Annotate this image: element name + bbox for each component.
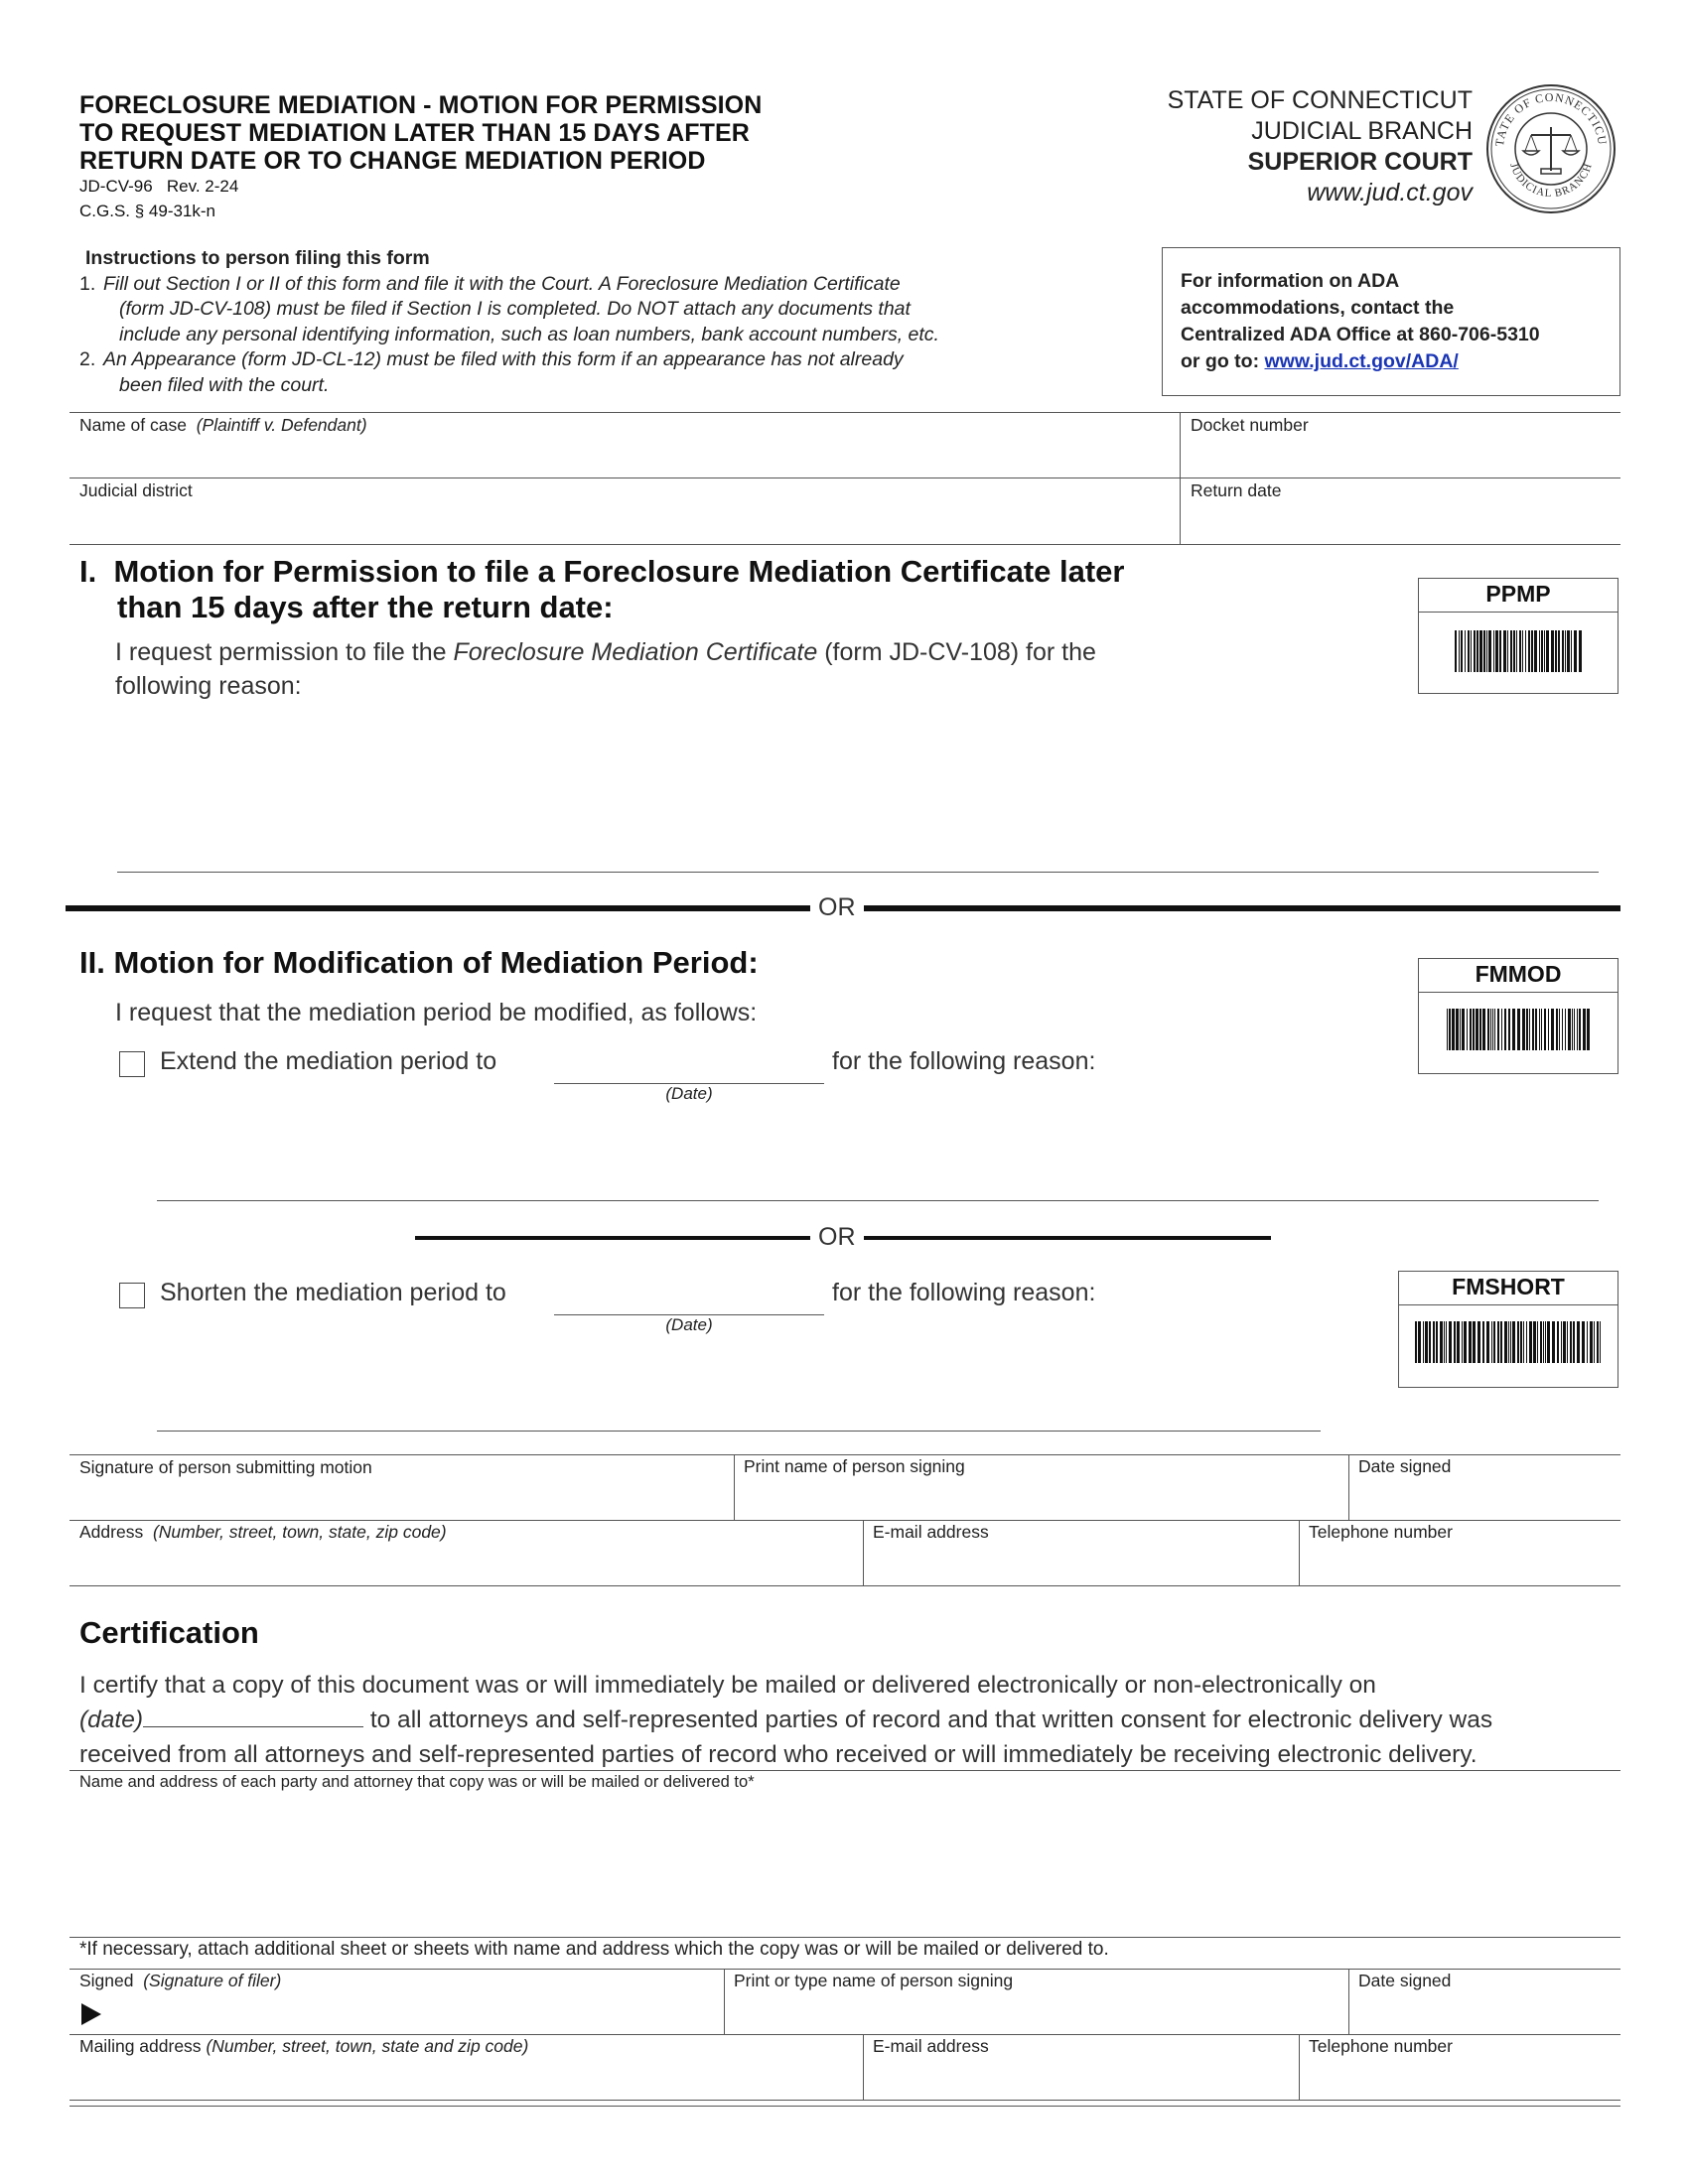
name-of-case-hint: (Plaintiff v. Defendant) (196, 415, 367, 435)
signature-label: Signature of person submitting motion (79, 1457, 372, 1477)
shorten-date-input[interactable] (554, 1274, 824, 1313)
cert-date-signed-label: Date signed (1358, 1971, 1452, 1990)
cert-telephone-field[interactable] (1309, 2036, 1617, 2096)
divider (1299, 1520, 1300, 1585)
form-number: JD-CV-96 Rev. 2-24 (79, 177, 239, 196)
mailing-address-label: Mailing address (79, 2036, 202, 2056)
section-1-title-line2: than 15 days after the return date: (117, 590, 614, 624)
print-type-name-field[interactable] (734, 1971, 1339, 2030)
ada-line1: For information on ADA (1181, 270, 1400, 292)
certification-title: Certification (79, 1615, 259, 1650)
divider (1180, 412, 1181, 544)
extend-reason-area[interactable] (157, 1102, 1599, 1200)
section-1-body-italic: Foreclosure Mediation Certificate (453, 638, 818, 666)
divider (70, 2106, 1620, 2107)
divider (734, 1454, 735, 1520)
divider (70, 1770, 1620, 1771)
shorten-date-hint: (Date) (665, 1315, 713, 1334)
email-field[interactable] (873, 1522, 1290, 1581)
cert-telephone-label: Telephone number (1309, 2036, 1453, 2056)
ada-link[interactable]: www.jud.ct.gov/ADA/ (1264, 350, 1459, 372)
instruction-2-line2: been filed with the court. (119, 373, 330, 396)
divider (1299, 2034, 1300, 2100)
filer-signature-field[interactable] (79, 1971, 715, 2030)
or-label: OR (810, 893, 864, 922)
instructions (79, 246, 939, 398)
ada-line3: Centralized ADA Office at 860-706-5310 (1181, 324, 1540, 345)
agency-block (1168, 85, 1473, 208)
extend-checkbox[interactable] (119, 1051, 145, 1077)
divider (1348, 1454, 1349, 1520)
judicial-district-label: Judicial district (79, 480, 193, 500)
section-2-intro: I request that the mediation period be modified, as follows: (115, 999, 758, 1026)
divider (70, 544, 1620, 545)
barcode-fmmod-bars (1447, 1009, 1592, 1050)
address-hint: (Number, street, town, state, zip code) (152, 1522, 447, 1542)
print-name-field[interactable] (744, 1456, 1339, 1516)
return-date-label: Return date (1191, 480, 1282, 500)
statute-reference: C.G.S. § 49-31k-n (79, 202, 216, 220)
name-of-case-label: Name of case (79, 415, 187, 435)
instruction-1-number: 1. (79, 272, 96, 295)
instruction-1-line2: (form JD-CV-108) must be filed if Section I is completed. Do NOT attach any documents that (119, 298, 911, 320)
section-1-body-post: (form JD-CV-108) for the (817, 638, 1096, 666)
or-label: OR (810, 1223, 864, 1252)
branch-name: JUDICIAL BRANCH (1251, 117, 1473, 145)
date-signed-label: Date signed (1358, 1456, 1452, 1476)
extend-reason-label: for the following reason: (832, 1047, 1096, 1075)
section-1-title (79, 554, 1124, 625)
signed-hint: (Signature of filer) (143, 1971, 282, 1990)
shorten-reason-label: for the following reason: (832, 1279, 1096, 1306)
ada-line2: accommodations, contact the (1181, 297, 1455, 319)
instruction-2-number: 2. (79, 348, 96, 370)
divider (70, 2100, 1620, 2101)
date-signed-field[interactable] (1358, 1456, 1617, 1516)
instruction-1-line3: include any personal identifying information, such as loan numbers, bank account numbers, etc. (119, 323, 939, 345)
barcode-fmmod (1418, 958, 1618, 1074)
section-1-body-line2: following reason: (115, 672, 302, 700)
section-1-title-line1: I. Motion for Permission to file a Foreclosure Mediation Certificate later (79, 554, 1125, 589)
name-of-case-field[interactable] (79, 415, 1172, 475)
barcode-ppmp-bars (1455, 630, 1584, 672)
telephone-field[interactable] (1309, 1522, 1617, 1581)
divider (863, 2034, 864, 2100)
section-1-body-pre: I request permission to file the (115, 638, 454, 666)
return-date-field[interactable] (1191, 480, 1608, 540)
print-name-label: Print name of person signing (744, 1456, 965, 1476)
divider (70, 1969, 1620, 1970)
section-1-reason-line (117, 872, 1599, 873)
divider (70, 1585, 1620, 1586)
divider (724, 1969, 725, 2034)
barcode-fmshort (1398, 1271, 1618, 1388)
divider (70, 1937, 1620, 1938)
instruction-2-line1: An Appearance (form JD-CL-12) must be filed with this form if an appearance has not already (103, 348, 904, 370)
section-2-title: II. Motion for Modification of Mediation Period: (79, 945, 759, 980)
divider (1348, 1969, 1349, 2034)
shorten-label: Shorten the mediation period to (160, 1279, 506, 1306)
form-title-line1: FORECLOSURE MEDIATION - MOTION FOR PERMISSION (79, 91, 763, 119)
instructions-heading: Instructions to person filing this form (85, 247, 430, 269)
certification-date-label: (date) (79, 1706, 144, 1733)
certification-line3: received from all attorneys and self-represented parties of record who received or will immediately be receiving electronic delivery. (79, 1741, 1477, 1768)
cert-email-label: E-mail address (873, 2036, 989, 2056)
website: www.jud.ct.gov (1307, 179, 1473, 206)
barcode-ppmp (1418, 578, 1618, 694)
shorten-checkbox[interactable] (119, 1283, 145, 1308)
barcode-fmshort-bars (1415, 1321, 1604, 1363)
court-name: SUPERIOR COURT (1247, 148, 1473, 176)
shorten-reason-area[interactable] (157, 1335, 1321, 1431)
ada-line4-prefix: or go to: (1181, 350, 1265, 372)
form-title-line2: TO REQUEST MEDIATION LATER THAN 15 DAYS AFTER (79, 119, 750, 147)
state-name: STATE OF CONNECTICUT (1167, 86, 1473, 114)
cert-date-signed-field[interactable] (1358, 1971, 1617, 2030)
arrow-right-icon (81, 2003, 101, 2025)
extend-date-input[interactable] (554, 1042, 824, 1082)
mailing-address-hint: (Number, street, town, state and zip code) (206, 2036, 529, 2056)
section-1-reason-area[interactable] (115, 705, 1599, 872)
instruction-1-line1: Fill out Section I or II of this form and file it with the Court. A Foreclosure Mediation Certificate (103, 272, 901, 295)
docket-number-label: Docket number (1191, 415, 1309, 435)
form-title-line3: RETURN DATE OR TO CHANGE MEDIATION PERIOD (79, 147, 706, 175)
parties-field[interactable] (79, 1773, 1618, 1932)
email-label: E-mail address (873, 1522, 989, 1542)
signature-field[interactable] (79, 1457, 725, 1517)
signed-label: Signed (79, 1971, 134, 1990)
barcode-fmshort-code: FMSHORT (1452, 1274, 1565, 1299)
certification-date-input[interactable] (143, 1703, 363, 1727)
seal-text-top: TATE OF CONNECTICU (1491, 89, 1611, 148)
certification-line1: I certify that a copy of this document was or will immediately be mailed or delivered electronically or non-electronically on (79, 1672, 1376, 1699)
extend-reason-line (157, 1200, 1599, 1201)
certification-line2: to all attorneys and self-represented parties of record and that written consent for electronic delivery was (363, 1706, 1493, 1733)
certification-text (79, 1668, 1628, 1772)
shorten-reason-line (157, 1431, 1321, 1432)
barcode-fmmod-code: FMMOD (1475, 961, 1562, 987)
section-1-body (115, 635, 1096, 703)
footnote: *If necessary, attach additional sheet or sheets with name and address which the copy was or will be mailed or delivered to. (79, 1939, 1109, 1960)
extend-date-hint: (Date) (665, 1084, 713, 1103)
form-title (79, 91, 762, 175)
print-type-name-label: Print or type name of person signing (734, 1971, 1014, 1990)
parties-label: Name and address of each party and attorney that copy was or will be mailed or delivered to* (79, 1773, 755, 1791)
judicial-district-field[interactable] (79, 480, 1172, 540)
divider (70, 2034, 1620, 2035)
ada-info-box (1162, 247, 1620, 396)
divider (70, 412, 1620, 413)
barcode-ppmp-code: PPMP (1485, 581, 1551, 607)
divider (70, 1454, 1620, 1455)
seal-text-bottom: JUDICIAL BRANCH (1507, 161, 1596, 201)
extend-label: Extend the mediation period to (160, 1047, 497, 1075)
divider (863, 1520, 864, 1585)
address-label: Address (79, 1522, 144, 1542)
address-field[interactable] (79, 1522, 854, 1581)
docket-number-field[interactable] (1191, 415, 1608, 475)
mailing-address-field[interactable] (79, 2036, 854, 2096)
divider (70, 1520, 1620, 1521)
telephone-label: Telephone number (1309, 1522, 1453, 1542)
cert-email-field[interactable] (873, 2036, 1290, 2096)
judicial-seal (1483, 81, 1618, 216)
